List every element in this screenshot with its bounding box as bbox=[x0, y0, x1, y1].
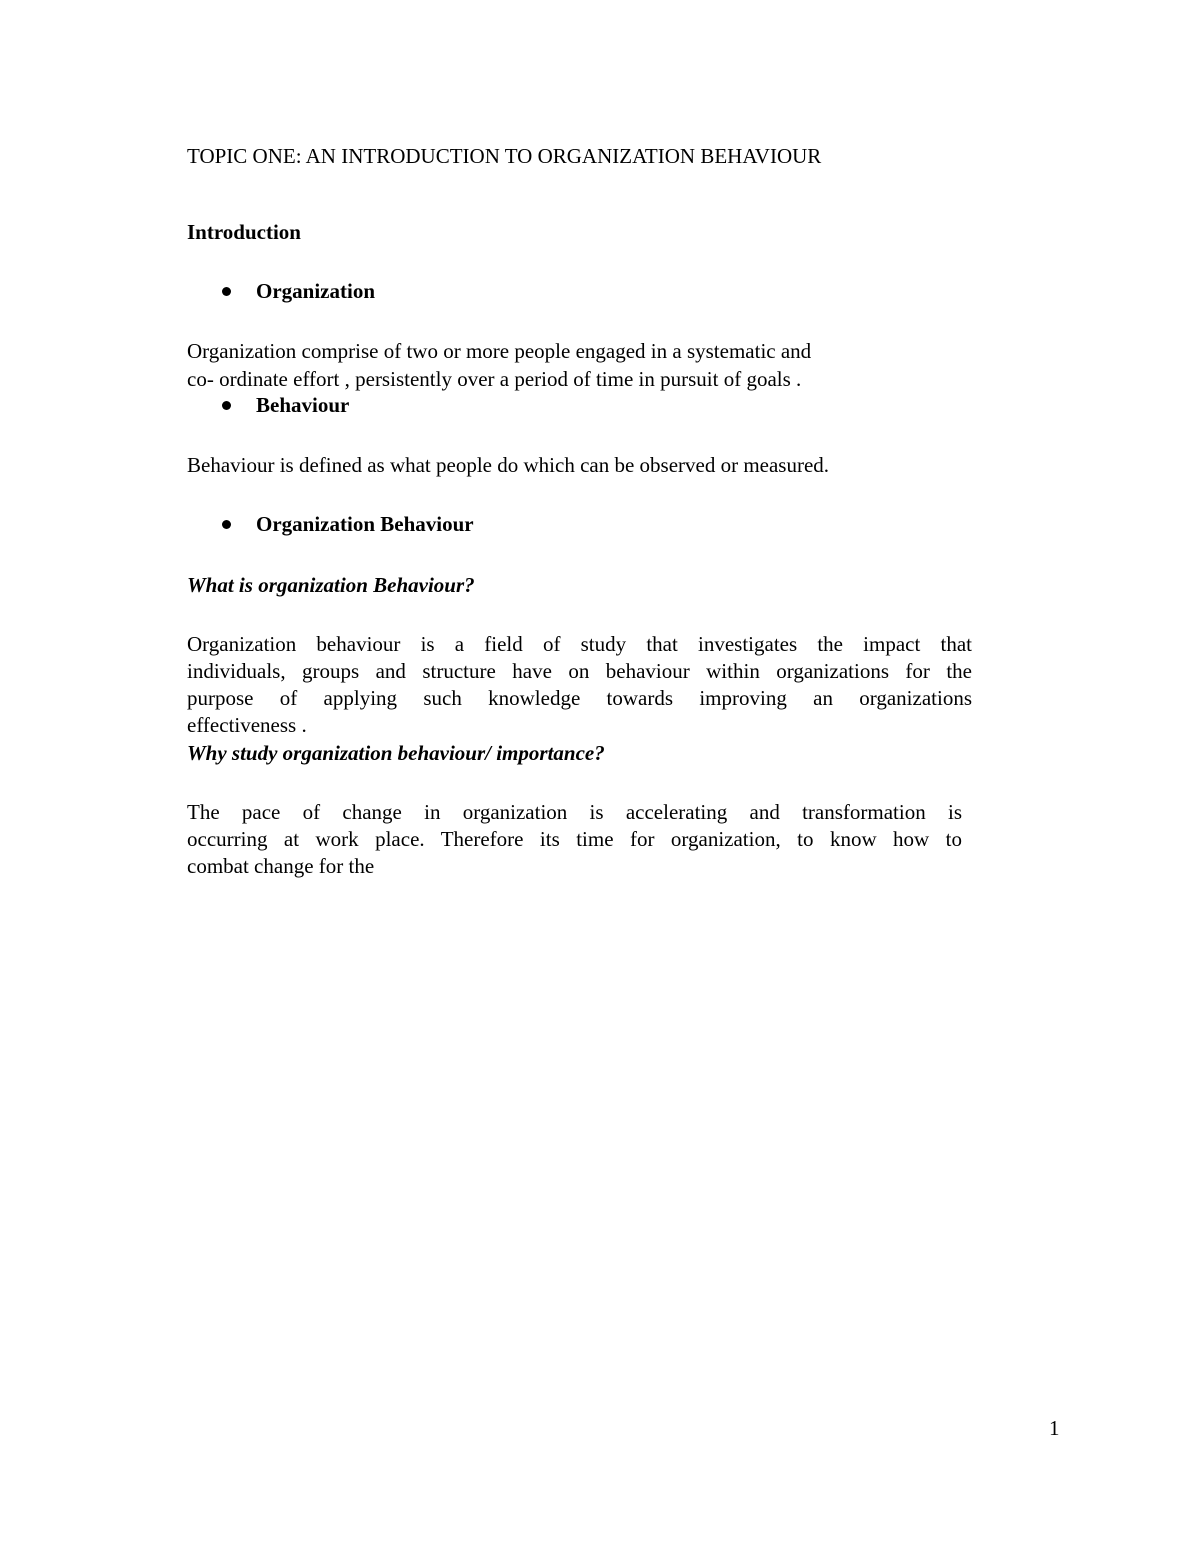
importance-line-1: The pace of change in organization is accelerating and transformation is bbox=[187, 800, 962, 824]
ob-definition-line-3: purpose of applying such knowledge towards improving an organizations bbox=[187, 686, 972, 710]
document-title: TOPIC ONE: AN INTRODUCTION TO ORGANIZATION BEHAVIOUR bbox=[187, 144, 822, 168]
page-number: 1 bbox=[1049, 1416, 1060, 1440]
behaviour-definition: Behaviour is defined as what people do which can be observed or measured. bbox=[187, 453, 830, 477]
organization-definition-line-1: Organization comprise of two or more people engaged in a systematic and bbox=[187, 339, 812, 363]
bullet-icon bbox=[222, 401, 231, 410]
bullet-icon bbox=[222, 287, 231, 296]
bullet-organization-behaviour: Organization Behaviour bbox=[256, 512, 474, 536]
bullet-behaviour: Behaviour bbox=[256, 393, 350, 417]
question-what-is-ob: What is organization Behaviour? bbox=[187, 573, 475, 597]
introduction-heading: Introduction bbox=[187, 220, 301, 244]
ob-definition-line-4: effectiveness . bbox=[187, 713, 307, 737]
ob-definition-line-1: Organization behaviour is a field of study that investigates the impact that bbox=[187, 632, 972, 656]
bullet-icon bbox=[222, 520, 231, 529]
ob-definition-line-2: individuals, groups and structure have on behaviour within organizations for the bbox=[187, 659, 972, 683]
importance-line-3: combat change for the bbox=[187, 854, 375, 878]
question-why-study-ob: Why study organization behaviour/ importance? bbox=[187, 741, 605, 765]
organization-definition-line-2: co- ordinate effort , persistently over a period of time in pursuit of goals . bbox=[187, 367, 802, 391]
importance-line-2: occurring at work place. Therefore its time for organization, to know how to bbox=[187, 827, 962, 851]
bullet-organization: Organization bbox=[256, 279, 375, 303]
